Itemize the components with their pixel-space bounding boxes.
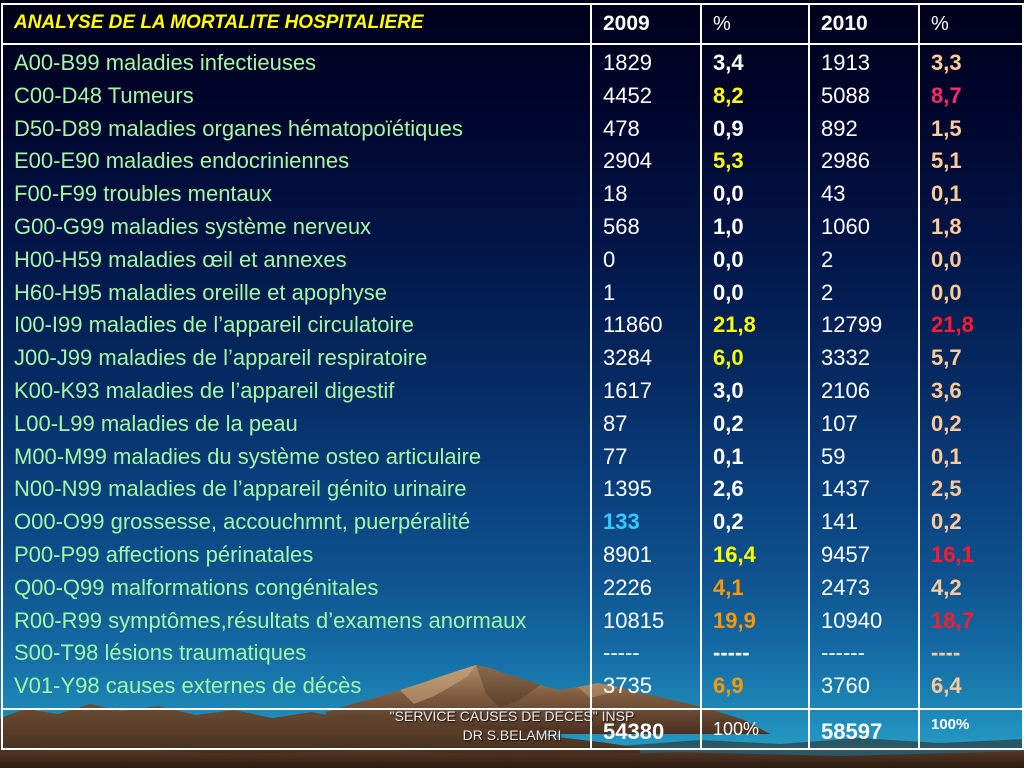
percent-2009-value: 16,4: [713, 541, 756, 567]
percent-2010-value: 8,7: [931, 82, 962, 108]
percent-2010-value: 2,5: [931, 476, 962, 502]
deaths-2010-value: 2: [821, 246, 834, 272]
deaths-2010-value: 892: [821, 115, 858, 141]
deaths-2010-value: 1060: [821, 213, 870, 239]
deaths-2009-value: 4452: [603, 82, 652, 108]
total-pct-2009-cell: [701, 709, 809, 749]
percent-2009-value: 8,2: [713, 82, 744, 108]
percent-2010-value: 4,2: [931, 574, 962, 600]
percent-2010-value: 3,3: [931, 50, 962, 75]
percent-2010-value: 1,8: [931, 213, 962, 239]
deaths-2010-value: 10940: [821, 607, 883, 633]
percent-2009-value: -----: [713, 640, 750, 666]
cause-label: S00-T98 lésions traumatiques: [14, 640, 307, 666]
total-pct-2010-cell: [919, 709, 1023, 749]
percent-2010-value: 0,2: [931, 509, 962, 535]
percent-2009-value: 3,4: [713, 50, 744, 75]
percent-2010-value: 18,7: [931, 607, 974, 633]
deaths-2010-value: 3332: [821, 345, 870, 371]
cause-label: E00-E90 maladies endocriniennes: [14, 148, 350, 174]
deaths-2009-value: 2226: [603, 574, 652, 600]
percent-2009-value: 3,0: [713, 377, 744, 403]
header-pct-2009-cell: [701, 4, 809, 44]
percent-2010-value: 5,1: [931, 148, 962, 174]
total-percent-2010: 100%: [931, 716, 970, 733]
deaths-2010-value: 59: [821, 443, 846, 469]
deaths-2009-value: 2904: [603, 148, 652, 174]
percent-2009-value: 6,9: [713, 673, 744, 699]
header-percent-2010: %: [931, 12, 949, 35]
cause-label: I00-I99 maladies de l’appareil circulatoire: [14, 312, 414, 338]
total-deaths-2009: 54380: [603, 719, 665, 744]
totals-label-cell: [2, 709, 591, 749]
deaths-2010-value: 2: [821, 279, 834, 305]
header-year-2009: 2009: [603, 12, 650, 35]
cause-label: A00-B99 maladies infectieuses: [14, 50, 317, 75]
cause-label: Q00-Q99 malformations congénitales: [14, 574, 379, 600]
header-title-cell: [2, 4, 591, 44]
percent-2009-value: 0,0: [713, 279, 744, 305]
table-totals-row: [2, 709, 1023, 749]
deaths-2010-value: 107: [821, 410, 858, 436]
percent-2009-value: 5,3: [713, 148, 744, 174]
deaths-2010-value: 2986: [821, 148, 870, 174]
deaths-2009-value: 3735: [603, 673, 652, 699]
deaths-2009-value: 0: [603, 246, 616, 272]
cause-label: H00-H59 maladies œil et annexes: [14, 246, 347, 272]
percent-2010-value: 0,0: [931, 246, 962, 272]
mortality-table: [1, 3, 1024, 750]
deaths-2010-value: 12799: [821, 312, 883, 338]
cause-label: V01-Y98 causes externes de décès: [14, 673, 362, 699]
deaths-2010-value: 2106: [821, 377, 870, 403]
table-header-row: [2, 4, 1023, 44]
cause-column: [2, 44, 591, 709]
cause-label: J00-J99 maladies de l’appareil respiratoire: [14, 345, 428, 371]
percent-2009-value: 19,9: [713, 607, 756, 633]
footer-source-line: "SERVICE CAUSES DE DECES" INSP: [389, 708, 635, 724]
deaths-2010-value: 2473: [821, 574, 870, 600]
cause-label: F00-F99 troubles mentaux: [14, 181, 273, 207]
percent-2009-value: 21,8: [713, 312, 756, 338]
percent-2010-value: 6,4: [931, 673, 962, 699]
header-pct-2010-cell: [919, 4, 1023, 44]
deaths-2010-column: [809, 44, 919, 709]
percent-2009-value: 2,6: [713, 476, 744, 502]
deaths-2010-value: ------: [821, 640, 865, 666]
percent-2010-value: 16,1: [931, 541, 974, 567]
cause-label: R00-R99 symptômes,résultats d’examens anormaux: [14, 607, 527, 633]
deaths-2009-value: 87: [603, 410, 628, 436]
percent-2010-value: 0,1: [931, 443, 962, 469]
percent-2010-value: 0,1: [931, 181, 962, 207]
cause-label: G00-G99 maladies système nerveux: [14, 213, 372, 239]
footer-author-line: DR S.BELAMRI: [462, 727, 562, 743]
deaths-2009-value: 1395: [603, 476, 652, 502]
cause-label: O00-O99 grossesse, accouchmnt, puerpéralité: [14, 509, 471, 535]
deaths-2009-value: 3284: [603, 345, 652, 371]
percent-2009-value: 4,1: [713, 574, 744, 600]
percent-2010-value: ----: [931, 640, 961, 666]
table-title: ANALYSE DE LA MORTALITE HOSPITALIERE: [14, 12, 424, 33]
cause-label: H60-H95 maladies oreille et apophyse: [14, 279, 387, 305]
percent-2009-value: 1,0: [713, 213, 744, 239]
percent-2010-value: 5,7: [931, 345, 962, 371]
deaths-2010-value: 1437: [821, 476, 870, 502]
deaths-2010-value: 141: [821, 509, 858, 535]
cause-label: K00-K93 maladies de l’appareil digestif: [14, 377, 395, 403]
deaths-2009-value: 478: [603, 115, 640, 141]
cause-label: P00-P99 affections périnatales: [14, 541, 314, 567]
cause-label: M00-M99 maladies du système osteo articulaire: [14, 443, 482, 469]
percent-2009-value: 6,0: [713, 345, 744, 371]
deaths-2009-value: 133: [603, 509, 640, 535]
table-body-row: [2, 44, 1023, 709]
deaths-2009-value: 11860: [603, 312, 663, 338]
total-deaths-2010: 58597: [821, 719, 883, 744]
cause-label: N00-N99 maladies de l’appareil génito urinaire: [14, 476, 467, 502]
cause-label: C00-D48 Tumeurs: [14, 82, 194, 108]
percent-2010-value: 0,2: [931, 410, 962, 436]
deaths-2009-value: 1829: [603, 50, 652, 75]
percent-2009-value: 0,2: [713, 509, 744, 535]
deaths-2009-value: 8901: [603, 541, 652, 567]
deaths-2009-value: -----: [603, 640, 640, 666]
deaths-2010-value: 9457: [821, 541, 870, 567]
percent-2010-value: 0,0: [931, 279, 962, 305]
deaths-2009-value: 10815: [603, 607, 665, 633]
header-year-2010: 2010: [821, 12, 868, 35]
cause-label: D50-D89 maladies organes hématopoïétiques: [14, 115, 463, 141]
deaths-2009-column: [591, 44, 701, 709]
deaths-2010-value: 3760: [821, 673, 870, 699]
deaths-2009-value: 1617: [603, 377, 652, 403]
percent-2009-value: 0,1: [713, 443, 744, 469]
deaths-2009-value: 1: [603, 279, 616, 305]
total-2010-cell: [809, 709, 919, 749]
percent-2010-value: 1,5: [931, 115, 962, 141]
cause-label: L00-L99 maladies de la peau: [14, 410, 298, 436]
percent-2009-column: [701, 44, 809, 709]
deaths-2009-value: 77: [603, 443, 628, 469]
percent-2009-value: 0,0: [713, 246, 744, 272]
deaths-2010-value: 1913: [821, 50, 870, 75]
percent-2009-value: 0,0: [713, 181, 744, 207]
header-percent-2009: %: [713, 12, 731, 35]
total-percent-2009: 100%: [713, 718, 760, 739]
deaths-2010-value: 43: [821, 181, 846, 207]
deaths-2009-value: 18: [603, 181, 628, 207]
total-2009-cell: [591, 709, 701, 749]
percent-2010-column: [919, 44, 1023, 709]
deaths-2010-value: 5088: [821, 82, 870, 108]
header-2010-cell: [809, 4, 919, 44]
percent-2009-value: 0,2: [713, 410, 744, 436]
percent-2010-value: 21,8: [931, 312, 974, 338]
percent-2009-value: 0,9: [713, 115, 744, 141]
percent-2010-value: 3,6: [931, 377, 962, 403]
deaths-2009-value: 568: [603, 213, 640, 239]
header-2009-cell: [591, 4, 701, 44]
